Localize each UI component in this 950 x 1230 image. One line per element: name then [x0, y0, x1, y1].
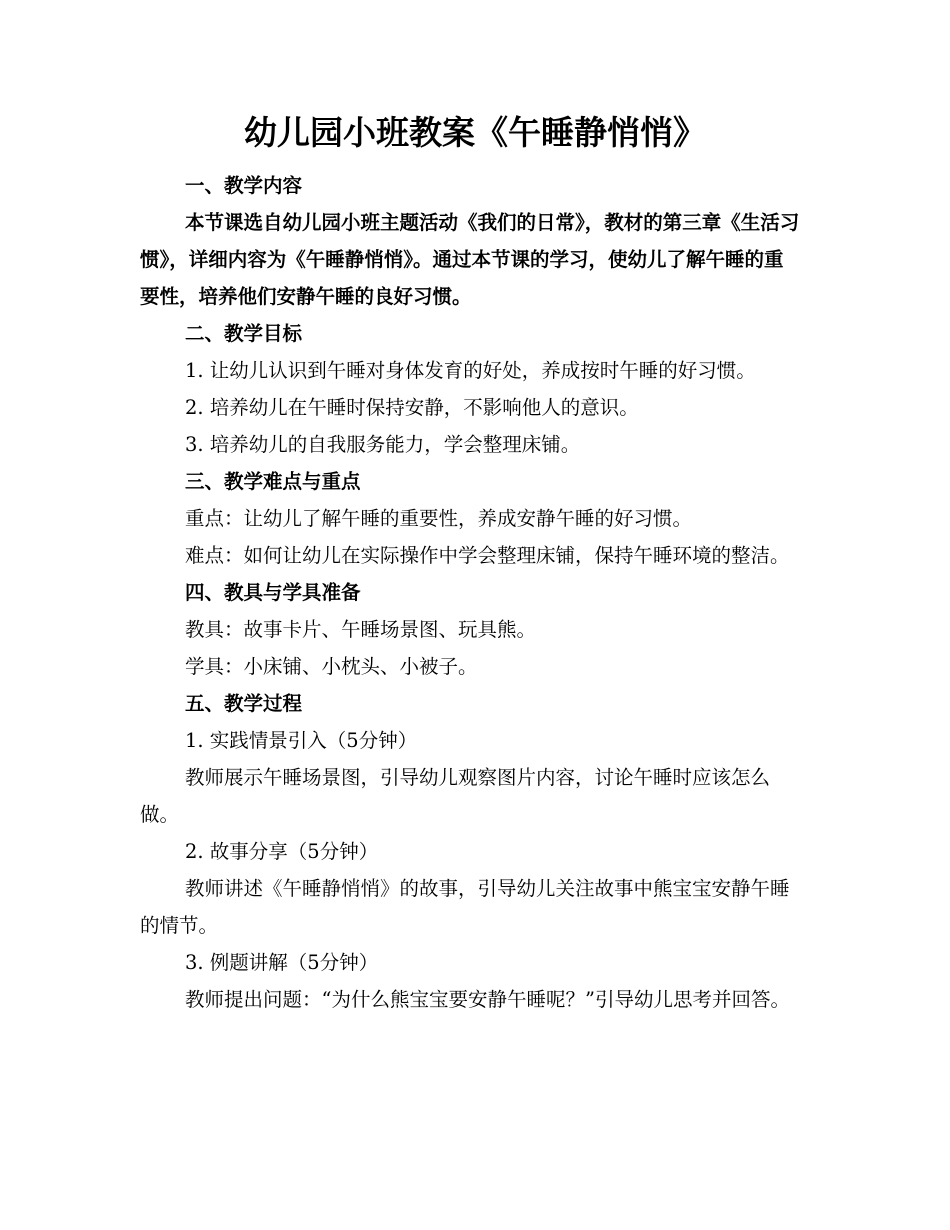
- key-point-paragraph: 重点：让幼儿了解午睡的重要性，养成安静午睡的好习惯。: [185, 507, 693, 530]
- process-step-2-text: 教师讲述《午睡静悄悄》的故事，引导幼儿关注故事中熊宝宝安静午睡的情节。: [140, 877, 790, 937]
- process-step-3-text: 教师提出问题：“为什么熊宝宝要安静午睡呢？”引导幼儿思考并回答。: [185, 988, 790, 1011]
- goal-item-3: 3. 培养幼儿的自我服务能力，学会整理床铺。: [185, 433, 581, 456]
- section-heading-process: 五、教学过程: [185, 692, 303, 715]
- teaching-aids-paragraph: 教具：故事卡片、午睡场景图、玩具熊。: [185, 618, 537, 641]
- document-body: [140, 167, 800, 1018]
- process-step-1-title: 1. 实践情景引入（5分钟）: [185, 729, 418, 752]
- learning-aids-paragraph: 学具：小床铺、小枕头、小被子。: [185, 655, 478, 678]
- process-step-2-title: 2. 故事分享（5分钟）: [185, 840, 379, 863]
- section-heading-difficulties: 三、教学难点与重点: [185, 470, 361, 493]
- section-heading-materials: 四、教具与学具准备: [185, 581, 361, 604]
- process-step-1-text: 教师展示午睡场景图，引导幼儿观察图片内容，讨论午睡时应该怎么做。: [140, 766, 771, 826]
- document-title: 幼儿园小班教案《午睡静悄悄》: [244, 113, 706, 152]
- goal-item-2: 2. 培养幼儿在午睡时保持安静，不影响他人的意识。: [185, 396, 639, 419]
- teaching-content-paragraph: 本节课选自幼儿园小班主题活动《我们的日常》，教材的第三章《生活习惯》，详细内容为《午睡静悄悄》。通过本节课的学习，使幼儿了解午睡的重要性，培养他们安静午睡的良好习惯。: [140, 211, 800, 308]
- difficulty-paragraph: 难点：如何让幼儿在实际操作中学会整理床铺，保持午睡环境的整洁。: [185, 544, 790, 567]
- section-heading-teaching-content: 一、教学内容: [185, 174, 303, 197]
- process-step-3-title: 3. 例题讲解（5分钟）: [185, 951, 379, 974]
- section-heading-teaching-goals: 二、教学目标: [185, 322, 303, 345]
- goal-item-1: 1. 让幼儿认识到午睡对身体发育的好处，养成按时午睡的好习惯。: [185, 359, 756, 382]
